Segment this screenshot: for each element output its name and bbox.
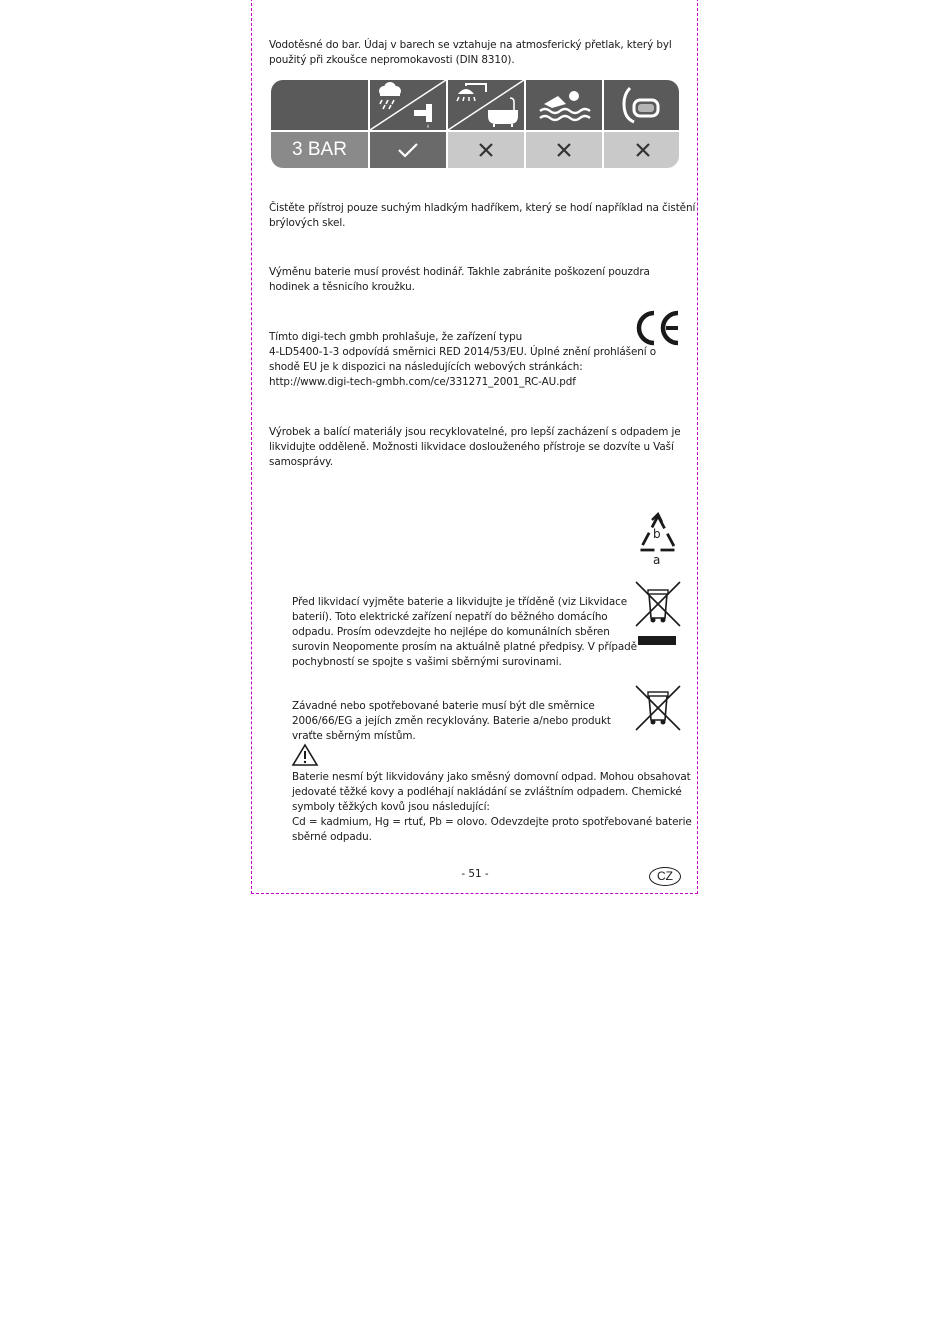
declaration-text: Tímto digi-tech gmbh prohlašuje, že zařízení typu 4-LD5400-1-3 odpovídá směrnici RED 2014/53/EU. Úplné znění prohlášení o shodě EU je k dispozici na následujících webových stránkách: http://www.digi-tech-gmbh.com/ce/331271_2001_RC-AU.pdf: [269, 331, 656, 388]
disposal-text: Před likvidací vyjměte baterie a likvidujte je tříděně (viz Likvidace baterií). Toto elektrické zařízení nepatří do běžného domácího odpadu. Prosím odevzdejte ho nejlépe do komunálních sběren surovin Neopomente prosím na aktuálně platné předpisy. V případě pochybností se spojte s vašimi sběrnými surovinami.: [292, 596, 637, 668]
check-icon: [397, 142, 419, 158]
country-code-badge: CZ: [649, 867, 681, 886]
recycling-text: Výrobek a balící materiály jsou recyklovatelné, pro lepší zacházení s odpadem je likvidujte odděleně. Možnosti likvidace doslouženého přístroje se dozvíte u Vaší samosprávy.: [269, 426, 681, 468]
water-resistance-table: [271, 80, 679, 168]
shower-bath-icon: [448, 80, 524, 130]
warning-icon: [291, 743, 319, 767]
swim-mark: [526, 132, 602, 168]
rain-splash-icon: [370, 80, 446, 130]
rain-mark: [370, 132, 446, 168]
rain-splash-cell: [370, 80, 446, 130]
table-corner: [271, 80, 368, 130]
shower-mark: [448, 132, 524, 168]
battery-directive-text: Závadné nebo spotřebované baterie musí být dle směrnice 2006/66/EG a jejích změn recyklovány. Baterie a/nebo produkt vraťte sběrným místům.: [292, 700, 611, 742]
recycle-code-bottom: a: [653, 553, 661, 567]
cross-icon: [556, 142, 572, 158]
recycle-code-top: b: [653, 527, 661, 541]
recycling-symbol: [634, 512, 682, 568]
crossed-bin-icon: [634, 580, 682, 648]
cleaning-text: Čistěte přístroj pouze suchým hladkým hadříkem, který se hodí například na čistění brýlových skel.: [269, 202, 696, 229]
water-resistance-text: Vodotěsné do bar. Údaj v barech se vztahuje na atmosferický přetlak, který byl použitý při zkoušce nepromokavosti (DIN 8310).: [269, 39, 672, 66]
cross-icon: [635, 142, 651, 158]
snorkel-cell: [604, 80, 679, 130]
cross-icon: [478, 142, 494, 158]
page-number: - 51 -: [461, 868, 489, 880]
battery-change-text: Výměnu baterie musí provést hodinář. Takhle zabránite poškození pouzdra hodinek a těsnicího kroužku.: [269, 266, 650, 293]
crossed-battery-bin-icon: [634, 684, 682, 732]
rating-label: 3 BAR: [271, 132, 368, 168]
snorkel-mark: [604, 132, 679, 168]
shower-bath-cell: [448, 80, 524, 130]
snorkel-mask-icon: [604, 80, 679, 130]
swimming-cell: [526, 80, 602, 130]
swimming-icon: [526, 80, 602, 130]
battery-warning-text: Baterie nesmí být likvidovány jako směsný domovní odpad. Mohou obsahovat jedovaté těžké kovy a podléhají nakládání se zvláštním odpadem. Chemické symboly těžkých kovů jsou následující: Cd = kadmium, Hg = rtuť, Pb = olovo. Odevzdejte proto spotřebované baterie sběrné odpadu.: [292, 771, 692, 843]
